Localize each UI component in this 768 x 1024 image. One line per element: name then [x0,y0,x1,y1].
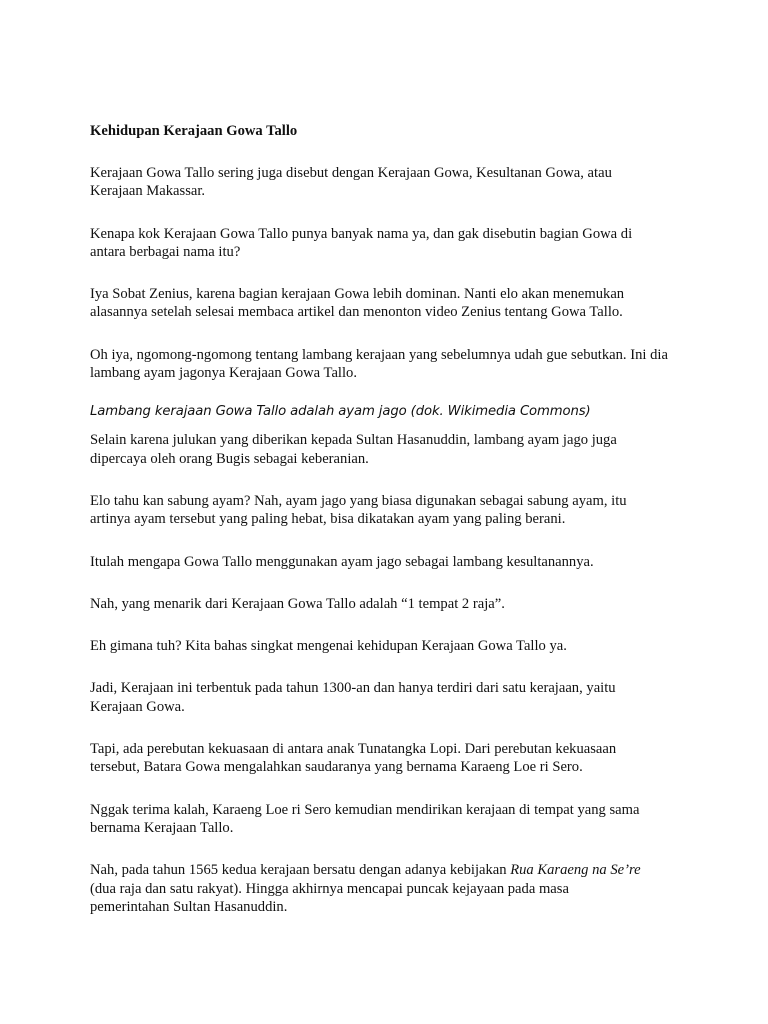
paragraph: Tapi, ada perebutan kekuasaan di antara anak Tunatangka Lopi. Dari perebutan kekuasaan tersebut, Batara Gowa mengalahkan saudaranya yang bernama Karaeng Loe ri Sero. [90,741,617,776]
paragraph: Selain karena julukan yang diberikan kepada Sultan Hasanuddin, lambang ayam jago juga dipercaya oleh orang Bugis sebagai keberanian. [90,432,617,467]
paragraph: Nggak terima kalah, Karaeng Loe ri Sero kemudian mendirikan kerajaan di tempat yang sama bernama Kerajaan Tallo. [90,801,640,836]
paragraph: Itulah mengapa Gowa Tallo menggunakan ayam jago sebagai lambang kesultanannya. [90,553,594,570]
paragraph-text-after: (dua raja dan satu rakyat). Hingga akhirnya mencapai puncak kejayaan pada masa pemerintahan Sultan Hasanuddin. [90,880,569,915]
paragraph: Kerajaan Gowa Tallo sering juga disebut dengan Kerajaan Gowa, Kesultanan Gowa, atau Kerajaan Makassar. [90,165,612,200]
paragraph: Oh iya, ngomong-ngomong tentang lambang kerajaan yang sebelumnya udah gue sebutkan. Ini dia lambang ayam jagonya Kerajaan Gowa Tallo. [90,346,668,382]
paragraph: Kenapa kok Kerajaan Gowa Tallo punya banyak nama ya, dan gak disebutin bagian Gowa di antara berbagai nama itu? [90,225,633,260]
paragraph: Iya Sobat Zenius, karena bagian kerajaan Gowa lebih dominan. Nanti elo akan menemukan alasannya setelah selesai membaca artikel dan menonton video Zenius tentang Gowa Tallo. [90,286,625,321]
paragraph: Nah, yang menarik dari Kerajaan Gowa Tallo adalah “1 tempat 2 raja”. [90,595,505,612]
paragraph-text-before: Nah, pada tahun 1565 kedua kerajaan bersatu dengan adanya kebijakan [90,862,511,879]
paragraph: Jadi, Kerajaan ini terbentuk pada tahun 1300-an dan hanya terdiri dari satu kerajaan, yaitu Kerajaan Gowa. [90,680,616,715]
document-title: Kehidupan Kerajaan Gowa Tallo [90,123,298,139]
italic-term: Rua Karaeng na Se’re [510,862,641,879]
paragraph-with-italic-term [90,861,650,916]
paragraph: Eh gimana tuh? Kita bahas singkat mengenai kehidupan Kerajaan Gowa Tallo ya. [90,638,567,655]
image-caption: Lambang kerajaan Gowa Tallo adalah ayam jago (dok. Wikimedia Commons) [90,404,591,420]
document-page [90,122,690,940]
paragraph: Elo tahu kan sabung ayam? Nah, ayam jago yang biasa digunakan sebagai sabung ayam, itu artinya ayam tersebut yang paling hebat, bisa dikatakan ayam yang paling berani. [90,492,627,528]
